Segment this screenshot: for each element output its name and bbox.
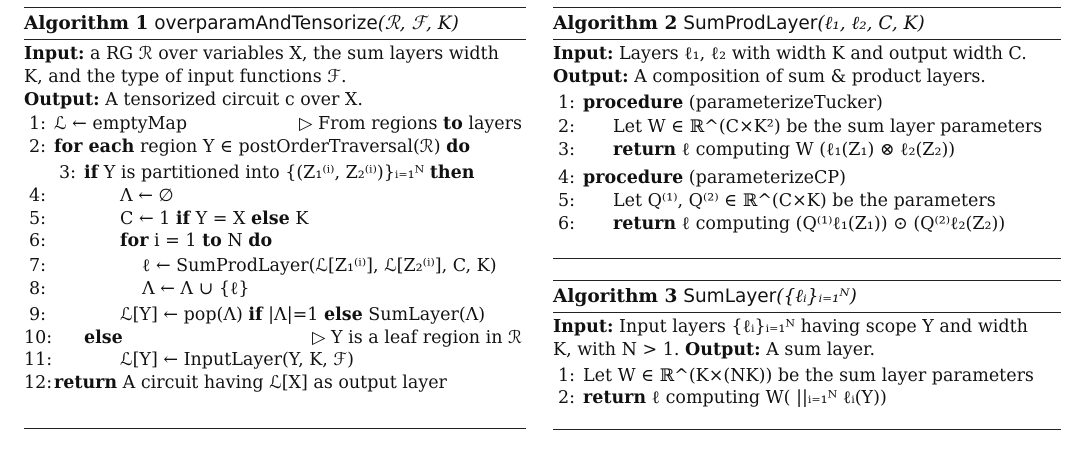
algorithm-2-input-text: Layers ℓ₁, ℓ₂ with width K and output width C. xyxy=(619,44,1027,64)
algorithm-1-output-text: A tensorized circuit c over X. xyxy=(105,89,363,110)
algorithm-2-output: Output: A composition of sum & product layers. xyxy=(553,66,986,87)
algorithm-2-line-4: 4: procedure (parameterizeCP) xyxy=(557,167,846,188)
algorithm-2-line-1: 1: procedure (parameterizeTucker) xyxy=(557,92,883,113)
algorithm-3-header xyxy=(553,281,1061,313)
algorithm-3-input: Input: Input layers {ℓᵢ}ᵢ₌₁ᴺ having scope Y and width xyxy=(553,317,1028,337)
algorithm-2-line-5: 5: Let Q⁽¹⁾, Q⁽²⁾ ∈ ℝ^(C×K) be the parameters xyxy=(557,190,996,211)
algorithm-1-comment-1: ▷ From regions to layers xyxy=(298,114,522,135)
algorithm-2-input: Input: Layers ℓ₁, ℓ₂ with width K and output width C. xyxy=(553,44,1027,64)
algorithm-2-box xyxy=(553,7,1061,259)
algorithm-3-box xyxy=(553,280,1061,430)
algorithm-3-output-label: Output: xyxy=(685,339,761,360)
algorithm-2-line-6: 6: return ℓ computing (Q⁽¹⁾ℓ₁(Z₁)) ⊙ (Q⁽²⁾ℓ₂(Z₂)) xyxy=(557,213,1006,234)
algorithm-2-number: Algorithm 2 xyxy=(553,13,678,34)
algorithm-1-args: (ℛ, ℱ, K) xyxy=(377,13,459,34)
algorithm-3-name: SumLayer xyxy=(683,286,777,307)
algorithm-1-line-12: 12: return A circuit having ℒ[X] as output layer xyxy=(24,373,447,394)
algorithm-2-args: (ℓ₁, ℓ₂, C, K) xyxy=(817,13,925,34)
algorithm-1-line-6: 6: for i = 1 to N do xyxy=(28,231,273,252)
algorithm-1-line-2: 2: for each region Y ∈ postOrderTraversal(ℛ) do xyxy=(28,137,471,158)
algorithm-3-output-text: A sum layer. xyxy=(766,339,876,360)
algorithm-1-name: overparamAndTensorize xyxy=(154,13,378,34)
algorithm-3-input-text: Input layers {ℓᵢ}ᵢ₌₁ᴺ having scope Y and width xyxy=(619,317,1028,337)
algorithm-1-output: Output: A tensorized circuit c over X. xyxy=(24,89,363,110)
algorithm-1-line-4: 4: Λ ← ∅ xyxy=(28,185,174,206)
algorithm-1-box xyxy=(24,7,526,429)
algorithm-3-number: Algorithm 3 xyxy=(553,286,678,307)
algorithm-1-line-8: 8: Λ ← Λ ∪ {ℓ} xyxy=(28,278,250,299)
algorithm-3-line-2: 2: return ℓ computing W( ||ᵢ₌₁ᴺ ℓᵢ(Y)) xyxy=(557,388,887,409)
algorithm-1-comment-10: ▷ Y is a leaf region in ℛ xyxy=(312,327,522,348)
algorithm-2-header xyxy=(553,8,1061,40)
algorithm-3-args: ({ℓᵢ}ᵢ₌₁ᴺ) xyxy=(776,286,857,307)
algorithm-1-input-cont: K, and the type of input functions ℱ. xyxy=(24,66,347,87)
algorithm-2-line-3: 3: return ℓ computing W (ℓ₁(Z₁) ⊗ ℓ₂(Z₂)) xyxy=(557,140,956,161)
algorithm-1-line-5: 5: C ← 1 if Y = X else K xyxy=(28,208,309,229)
algorithm-1-line-11: 11: ℒ[Y] ← InputLayer(Y, K, ℱ) xyxy=(24,350,354,371)
algorithm-3-input-cont: K, with N > 1. Output: A sum layer. xyxy=(553,339,876,360)
algorithm-1-line-7: 7: ℓ ← SumProdLayer(ℒ[Z₁⁽ⁱ⁾], ℒ[Z₂⁽ⁱ⁾], C, K) xyxy=(28,256,497,277)
algorithm-1-header xyxy=(24,8,526,40)
algorithm-2-output-text: A composition of sum & product layers. xyxy=(634,66,986,87)
algorithm-3-line-1: 1: Let W ∈ ℝ^(K×(NK)) be the sum layer parameters xyxy=(557,365,1034,386)
algorithm-1-line-3: 3: if Y is partitioned into {(Z₁⁽ⁱ⁾, Z₂⁽ⁱ⁾)}ᵢ₌₁ᴺ then xyxy=(58,162,475,183)
algorithm-1-input: Input: a RG ℛ over variables X, the sum layers width xyxy=(24,44,499,64)
algorithm-2-line-2: 2: Let W ∈ ℝ^(C×K²) be the sum layer parameters xyxy=(557,117,1043,138)
algorithm-1-input-text: a RG ℛ over variables X, the sum layers width xyxy=(90,44,499,64)
algorithm-1-line-9: 9: ℒ[Y] ← pop(Λ) if |Λ|=1 else SumLayer(Λ) xyxy=(28,304,486,325)
algorithm-1-number: Algorithm 1 xyxy=(24,13,149,34)
algorithm-2-name: SumProdLayer xyxy=(683,13,818,34)
algorithm-1-line-1: 1: ℒ ← emptyMap ▷ From regions to layers xyxy=(28,114,522,135)
algorithm-1-line-10: 10: else ▷ Y is a leaf region in ℛ xyxy=(24,327,522,348)
